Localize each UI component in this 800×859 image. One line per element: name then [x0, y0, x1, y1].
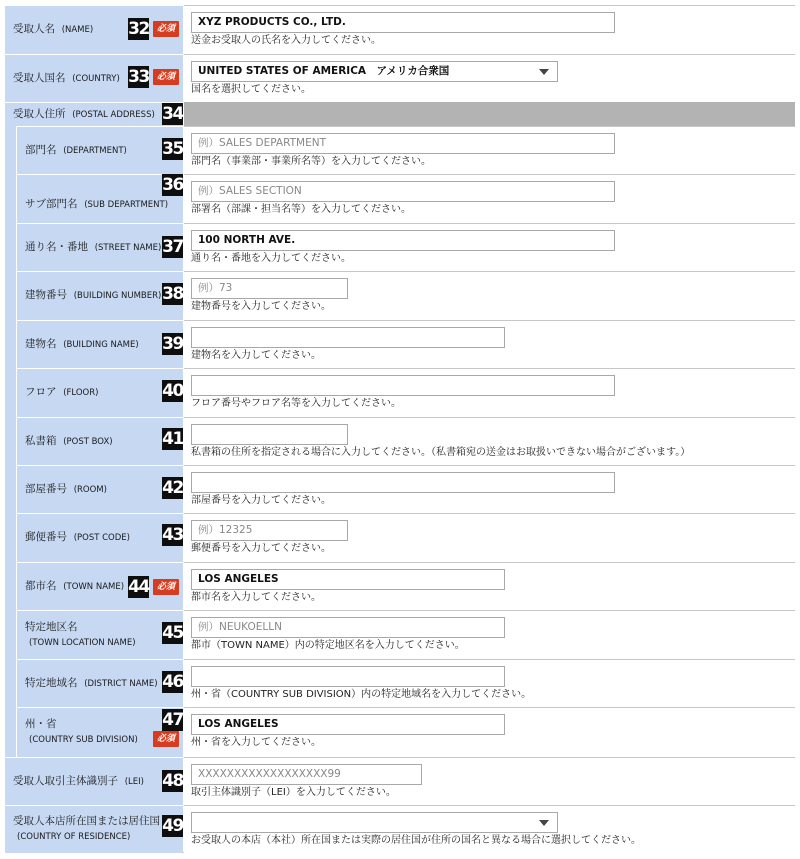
field-help-text: フロア番号やフロア名等を入力してください。 — [191, 398, 401, 409]
field-row-district-name — [0, 659, 800, 707]
field-value-cell — [184, 707, 795, 757]
field-label — [13, 55, 120, 102]
field-label-cell — [17, 417, 183, 465]
field-value-cell — [184, 610, 795, 659]
field-label-jp: 通り名・番地 — [25, 240, 88, 253]
field-number-badge: 43 — [162, 525, 183, 545]
field-label-en: (TOWN LOCATION NAME) — [29, 637, 136, 648]
field-label-cell — [17, 368, 183, 417]
field-number-badge: 49 — [162, 816, 183, 836]
field-label-cell — [5, 757, 183, 805]
field-help-text: 国名を選択してください。 — [191, 84, 311, 95]
field-label-jp: 受取人住所 — [13, 107, 66, 120]
field-help-text: 郵便番号を入力してください。 — [191, 543, 331, 554]
field-value-cell — [184, 562, 795, 610]
field-label — [25, 369, 98, 417]
field-label — [25, 611, 136, 659]
field-number-badge: 46 — [162, 672, 183, 692]
field-label-cell — [17, 659, 183, 707]
input-street-name[interactable]: 100 NORTH AVE. — [191, 230, 615, 251]
field-help-text: 送金お受取人の氏名を入力してください。 — [191, 35, 381, 46]
address-group-indent — [5, 223, 16, 271]
input-name[interactable]: XYZ PRODUCTS CO., LTD. — [191, 12, 615, 33]
field-help-text: 部屋番号を入力してください。 — [191, 495, 331, 506]
field-label-en: (BUILDING NAME) — [63, 339, 139, 350]
field-label-en: (TOWN NAME) — [63, 581, 125, 592]
field-value-cell — [184, 417, 795, 465]
field-row-lei — [0, 757, 800, 805]
field-row-country — [0, 54, 800, 102]
field-label-cell — [5, 102, 183, 126]
field-value-cell — [184, 271, 795, 320]
field-value-cell — [184, 465, 795, 513]
field-help-text: 部署名（部課・担当名等）を入力してください。 — [191, 204, 411, 215]
field-label-jp: 特定地区名 — [25, 620, 78, 633]
field-label — [13, 103, 155, 126]
select-country-of-residence[interactable] — [191, 812, 558, 833]
field-help-text: 建物番号を入力してください。 — [191, 301, 331, 312]
input-room[interactable] — [191, 472, 615, 493]
field-value-cell — [184, 5, 795, 54]
field-help-text: 私書箱の住所を指定される場合に入力してください。（私書箱宛の送金はお取扱いできない場合がございます。） — [191, 447, 691, 458]
field-number-badge: 44 — [128, 577, 149, 597]
address-group-indent — [5, 174, 16, 223]
field-help-text: 都市名を入力してください。 — [191, 592, 321, 603]
field-label-jp: 受取人名 — [13, 23, 55, 35]
field-label — [25, 321, 139, 368]
field-label-jp: 州・省 — [25, 718, 57, 730]
field-label-en: (POST CODE) — [73, 533, 130, 543]
field-row-country-of-residence — [0, 805, 800, 853]
field-label-cell — [17, 174, 183, 223]
field-number-badge: 34 — [162, 104, 183, 124]
field-label-jp: 郵便番号 — [25, 531, 67, 543]
field-help-text: お受取人の本店（本社）所在国または実際の居住国が住所の国名と異なる場合に選択してください。 — [191, 835, 641, 846]
field-number-badge: 45 — [162, 623, 183, 643]
field-number-badge: 36 — [162, 175, 183, 195]
field-value-cell — [184, 320, 795, 368]
field-label-en: (COUNTRY SUB DIVISION) — [29, 735, 138, 745]
field-row-country-sub-division — [0, 707, 800, 757]
field-label-en: (POSTAL ADDRESS) — [72, 109, 155, 120]
field-label-jp: フロア — [25, 386, 57, 398]
field-row-post-code — [0, 513, 800, 562]
field-label — [13, 6, 93, 54]
field-number-badge: 38 — [162, 284, 183, 304]
field-number-badge: 32 — [128, 19, 149, 39]
field-row-building-name — [0, 320, 800, 368]
required-badge: 必須 — [153, 69, 179, 85]
field-row-postal-address — [0, 102, 800, 126]
field-label-cell — [17, 126, 183, 174]
field-value-cell — [184, 805, 795, 853]
field-label-jp: 私書箱 — [25, 434, 57, 447]
field-row-floor — [0, 368, 800, 417]
address-group-indent — [5, 320, 16, 368]
field-label-en: (COUNTRY OF RESIDENCE) — [17, 832, 131, 842]
required-badge: 必須 — [153, 731, 179, 747]
field-number-badge: 42 — [162, 478, 183, 498]
field-label-jp: 都市名 — [25, 579, 57, 592]
field-label — [25, 187, 168, 223]
required-badge: 必須 — [153, 579, 179, 595]
field-label-cell — [17, 610, 183, 659]
field-label-jp: 建物名 — [25, 337, 57, 350]
field-row-department — [0, 126, 800, 174]
field-help-text: 通り名・番地を入力してください。 — [191, 253, 351, 264]
field-label-en: (DEPARTMENT) — [63, 145, 127, 156]
field-label — [25, 224, 161, 271]
field-label-jp: 部門名 — [25, 143, 57, 156]
field-label — [25, 563, 124, 610]
field-number-badge: 48 — [162, 771, 183, 791]
field-label-cell — [5, 805, 183, 853]
field-number-badge: 41 — [162, 429, 183, 449]
input-town-name[interactable]: LOS ANGELES — [191, 569, 505, 590]
address-group-indent — [5, 610, 16, 659]
input-department[interactable]: 例）SALES DEPARTMENT — [191, 133, 615, 154]
field-label-cell — [17, 465, 183, 513]
section-header-bar — [184, 102, 795, 126]
input-floor[interactable] — [191, 375, 615, 396]
field-label-jp: 受取人本店所在国または居住国 — [13, 815, 160, 827]
address-group-indent — [5, 513, 16, 562]
field-label-jp: 建物番号 — [25, 289, 67, 301]
field-label-jp: 部屋番号 — [25, 482, 67, 495]
input-post-code[interactable]: 例）12325 — [191, 520, 348, 541]
field-label — [25, 660, 158, 707]
field-label-cell — [17, 271, 183, 320]
field-label-jp: 特定地域名 — [25, 676, 78, 689]
field-label-jp: 受取人国名 — [13, 71, 66, 84]
required-badge: 必須 — [153, 21, 179, 37]
field-label-en: (FLOOR) — [63, 388, 99, 398]
field-value-cell — [184, 223, 795, 271]
field-label-cell — [17, 223, 183, 271]
field-help-text: 部門名（事業部・事業所名等）を入力してください。 — [191, 156, 431, 167]
field-row-room — [0, 465, 800, 513]
field-label — [13, 806, 160, 853]
input-post-box[interactable] — [191, 424, 348, 445]
field-help-text: 取引主体識別子（LEI）を入力してください。 — [191, 787, 396, 798]
field-label-en: (BUILDING NUMBER) — [73, 291, 162, 301]
field-value-cell — [184, 174, 795, 223]
field-label — [25, 272, 161, 320]
address-group-indent — [5, 271, 16, 320]
field-row-name — [0, 5, 800, 54]
field-label — [25, 466, 107, 513]
field-label — [25, 708, 138, 757]
field-help-text: 建物名を入力してください。 — [191, 350, 321, 361]
field-label-cell — [17, 320, 183, 368]
field-number-badge: 47 — [162, 710, 183, 730]
select-country[interactable]: UNITED STATES OF AMERICA アメリカ合衆国 — [191, 61, 558, 82]
input-building-number[interactable]: 例）73 — [191, 278, 348, 299]
field-number-badge: 33 — [128, 67, 149, 87]
field-label-en: (SUB DEPARTMENT) — [84, 200, 169, 210]
field-row-town-name — [0, 562, 800, 610]
field-label — [25, 514, 130, 562]
input-district-name[interactable] — [191, 666, 505, 687]
field-value-cell — [184, 659, 795, 707]
field-row-town-location-name — [0, 610, 800, 659]
field-label — [25, 418, 113, 465]
input-sub-department[interactable]: 例）SALES SECTION — [191, 181, 615, 202]
field-number-badge: 40 — [162, 381, 183, 401]
field-value-cell — [184, 368, 795, 417]
field-label-en: (POST BOX) — [63, 436, 113, 447]
address-group-indent — [5, 368, 16, 417]
address-group-indent — [5, 465, 16, 513]
address-group-indent — [5, 562, 16, 610]
field-row-building-number — [0, 271, 800, 320]
field-label-en: (NAME) — [61, 25, 94, 35]
address-group-indent — [5, 417, 16, 465]
input-town-location-name[interactable]: 例）NEUKOELLN — [191, 617, 505, 638]
field-label-jp: サブ部門名 — [25, 198, 78, 210]
field-number-badge: 35 — [162, 139, 183, 159]
field-label-en: (ROOM) — [73, 484, 107, 495]
field-help-text: 都市（TOWN NAME）内の特定地区名を入力してください。 — [191, 640, 465, 651]
field-row-street-name — [0, 223, 800, 271]
field-row-post-box — [0, 417, 800, 465]
field-label-en: (COUNTRY) — [72, 73, 120, 84]
field-label-jp: 受取人取引主体識別子 — [13, 774, 118, 787]
address-group-indent — [5, 659, 16, 707]
field-label-en: (DISTRICT NAME) — [84, 678, 158, 689]
field-value-cell — [184, 54, 795, 102]
field-label-cell — [17, 513, 183, 562]
field-label — [25, 127, 127, 174]
field-label — [13, 758, 144, 805]
field-label-en: (LEI) — [124, 776, 144, 787]
field-number-badge: 39 — [162, 334, 183, 354]
field-row-sub-department — [0, 174, 800, 223]
field-value-cell — [184, 126, 795, 174]
field-help-text: 州・省を入力してください。 — [191, 737, 321, 748]
input-building-name[interactable] — [191, 327, 505, 348]
field-value-cell — [184, 513, 795, 562]
field-number-badge: 37 — [162, 237, 183, 257]
field-label-en: (STREET NAME) — [94, 242, 162, 253]
field-value-cell — [184, 757, 795, 805]
address-group-indent — [5, 126, 16, 174]
input-lei[interactable]: XXXXXXXXXXXXXXXXXX99 — [191, 764, 422, 785]
address-group-indent — [5, 707, 16, 757]
input-country-sub-division[interactable]: LOS ANGELES — [191, 714, 505, 735]
field-help-text: 州・省（COUNTRY SUB DIVISION）内の特定地域名を入力してください。 — [191, 689, 532, 700]
